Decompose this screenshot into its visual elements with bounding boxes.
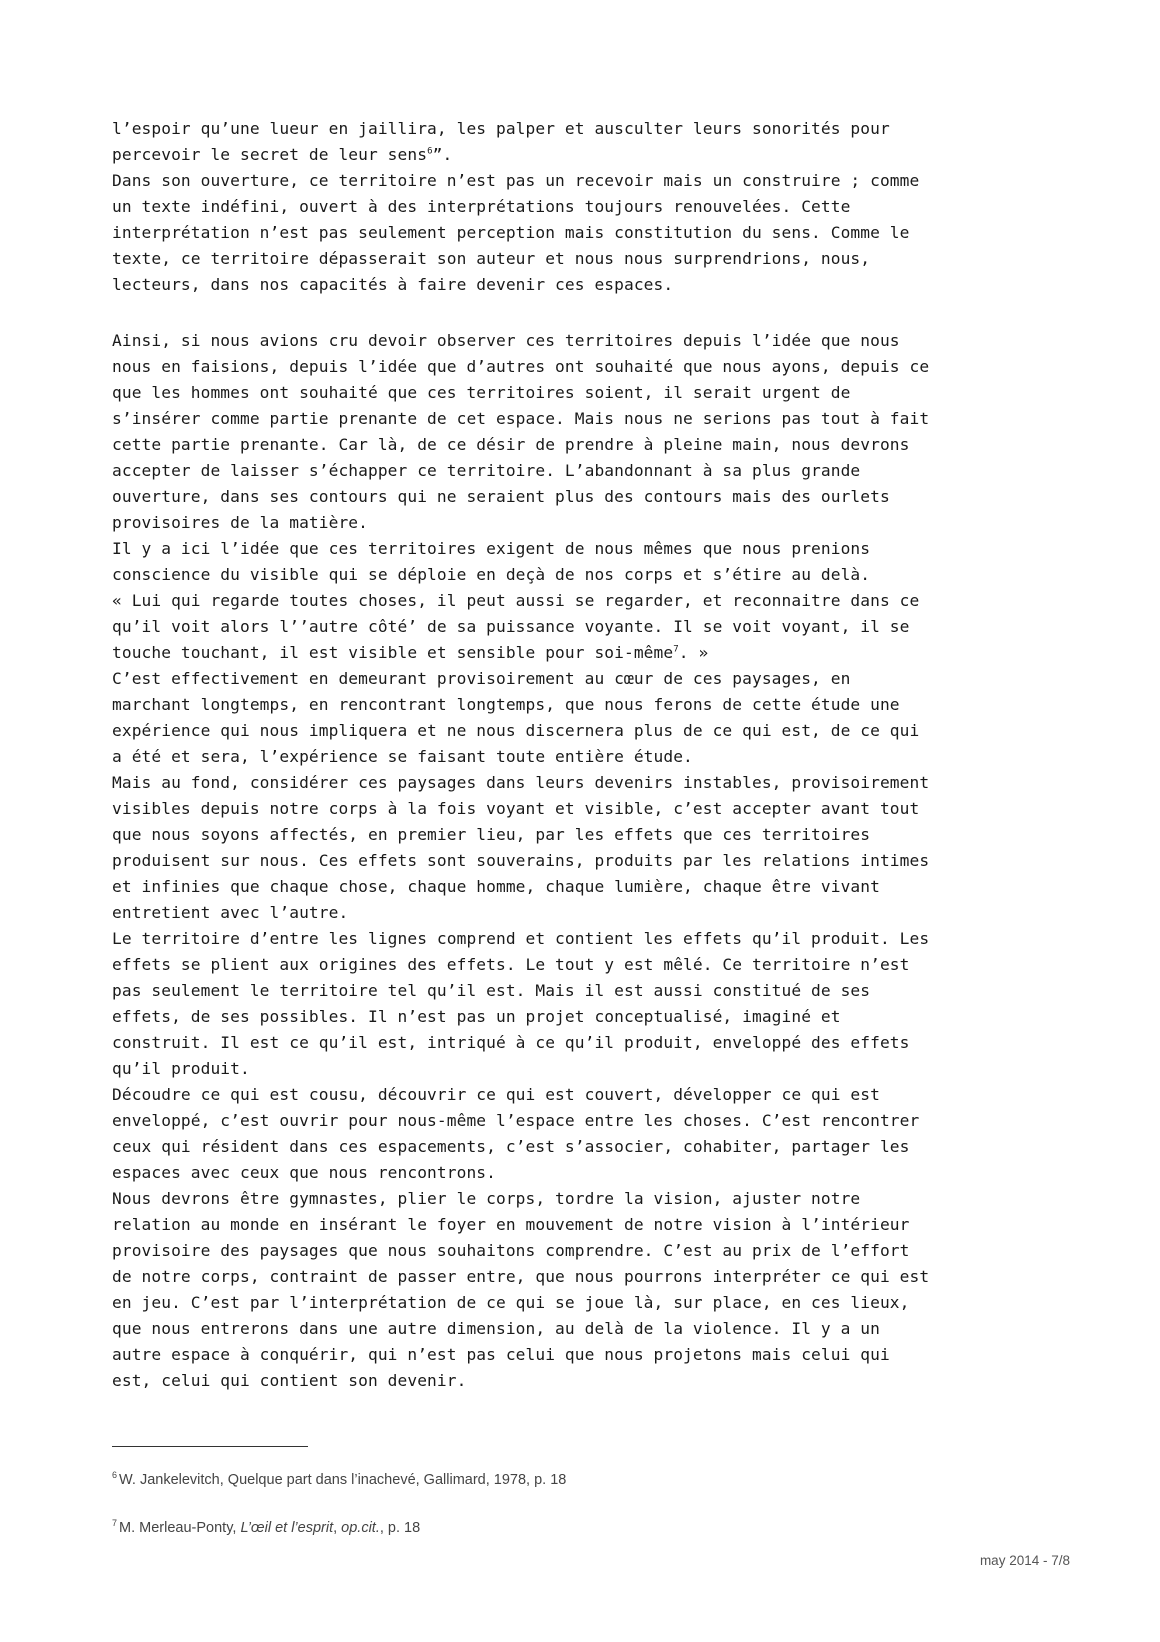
footnote-7-opcit: op.cit.: [341, 1520, 380, 1536]
paragraph-4: Il y a ici l’idée que ces territoires exigent de nous mêmes que nous prenions conscience du visible qui se déploie en deçà de nos corps et s’étire au delà.: [112, 539, 871, 584]
paragraph-6: C’est effectivement en demeurant provisoirement au cœur de ces paysages, en marchant longtemps, en rencontrant longtemps, que nous ferons de cette étude une expérience qui nous impliquera et ne nous discernera plus de ce qui est, de ce qui a été et sera, l’expérience se faisant toute entière étude.: [112, 669, 920, 766]
footnote-6: [112, 1471, 566, 1489]
paragraph-8: Le territoire d’entre les lignes comprend et contient les effets qu’il produit. Les effets se plient aux origines des effets. Le tout y est mêlé. Ce territoire n’est pas seulement le territoire tel qu’il est. Mais il est aussi constitué de ses effets, de ses possibles. Il n’est pas un projet conceptualisé, imaginé et construit. Il est ce qu’il est, intriqué à ce qu’il produit, enveloppé des effets qu’il produit.: [112, 929, 930, 1078]
footnote-7-page: , p. 18: [379, 1520, 421, 1536]
footnote-separator: [112, 1446, 308, 1447]
footnote-7-author: M. Merleau-Ponty,: [119, 1520, 241, 1536]
paragraph-2: Dans son ouverture, ce territoire n’est pas un recevoir mais un construire ; comme un texte indéfini, ouvert à des interprétations toujours renouvelées. Cette interprétation n’est pas seulement perception mais constitution du sens. Comme le texte, ce territoire dépasserait son auteur et nous nous surprendrions, nous, lecteurs, dans nos capacités à faire devenir ces espaces.: [112, 171, 920, 294]
footnote-7: [112, 1519, 420, 1537]
footnote-7-sep: ,: [333, 1520, 342, 1536]
footnote-6-number: 6: [112, 1470, 118, 1481]
quote-end: . »: [678, 643, 709, 662]
paragraph-1: [112, 116, 1012, 168]
paragraph-10: Nous devrons être gymnastes, plier le corps, tordre la vision, ajuster notre relation au monde en insérant le foyer en mouvement de notre vision à l’intérieur provisoire des paysages que nous souhaitons comprendre. C’est au prix de l’effort de notre corps, contraint de passer entre, que nous pourrons interpréter ce qui est en jeu. C’est par l’interprétation de ce qui se joue là, sur place, en ces lieux, que nous entrerons dans une autre dimension, au delà de la violence. Il y a un autre espace à conquérir, qui n’est pas celui que nous projetons mais celui qui est, celui qui contient son devenir.: [112, 1189, 930, 1390]
footnote-6-text: W. Jankelevitch, Quelque part dans l’inachevé, Gallimard, 1978, p. 18: [119, 1472, 567, 1488]
quote-paragraph: [112, 588, 1012, 666]
page-footer: may 2014 - 7/8: [979, 1553, 1070, 1568]
footnote-ref-7[interactable]: 7: [673, 644, 679, 655]
footnote-7-title: L’œil et l’esprit: [240, 1520, 334, 1536]
paragraph-3: Ainsi, si nous avions cru devoir observer ces territoires depuis l’idée que nous nous en faisions, depuis l’idée que d’autres ont souhaité que nous ayons, depuis ce que les hommes ont souhaité que ces territoires soient, il serait urgent de s’insérer comme partie prenante de cet espace. Mais nous ne serions pas tout à fait cette partie prenante. Car là, de ce désir de prendre à pleine main, nous devrons accepter de laisser s’échapper ce territoire. L’abandonnant à sa plus grande ouverture, dans ses contours qui ne seraient plus des contours mais des ourlets provisoires de la matière.: [112, 331, 930, 532]
paragraph-1-end: ”.: [432, 145, 453, 164]
paragraph-1-text: l’espoir qu’une lueur en jaillira, les palper et ausculter leurs sonorités pour percevoir le secret de leur sens: [112, 119, 890, 164]
body-text: [112, 116, 1012, 1394]
paragraph-7: Mais au fond, considérer ces paysages dans leurs devenirs instables, provisoirement visibles depuis notre corps à la fois voyant et visible, c’est accepter avant tout que nous soyons affectés, en premier lieu, par les effets que ces territoires produisent sur nous. Ces effets sont souverains, produits par les relations intimes et infinies que chaque chose, chaque homme, chaque lumière, chaque être vivant entretient avec l’autre.: [112, 773, 930, 922]
footnote-7-number: 7: [112, 1518, 118, 1529]
paragraph-9: Découdre ce qui est cousu, découvrir ce qui est couvert, développer ce qui est enveloppé, c’est ouvrir pour nous-même l’espace entre les choses. C’est rencontrer ceux qui résident dans ces espacements, c’est s’associer, cohabiter, partager les espaces avec ceux que nous rencontrons.: [112, 1085, 920, 1182]
footnote-ref-6[interactable]: 6: [427, 146, 433, 157]
quote-text: « Lui qui regarde toutes choses, il peut aussi se regarder, et reconnaitre dans ce qu’il voit alors l’’autre côté’ de sa puissance voyante. Il se voit voyant, il se touche touchant, il est visible et sensible pour soi-même: [112, 591, 920, 662]
